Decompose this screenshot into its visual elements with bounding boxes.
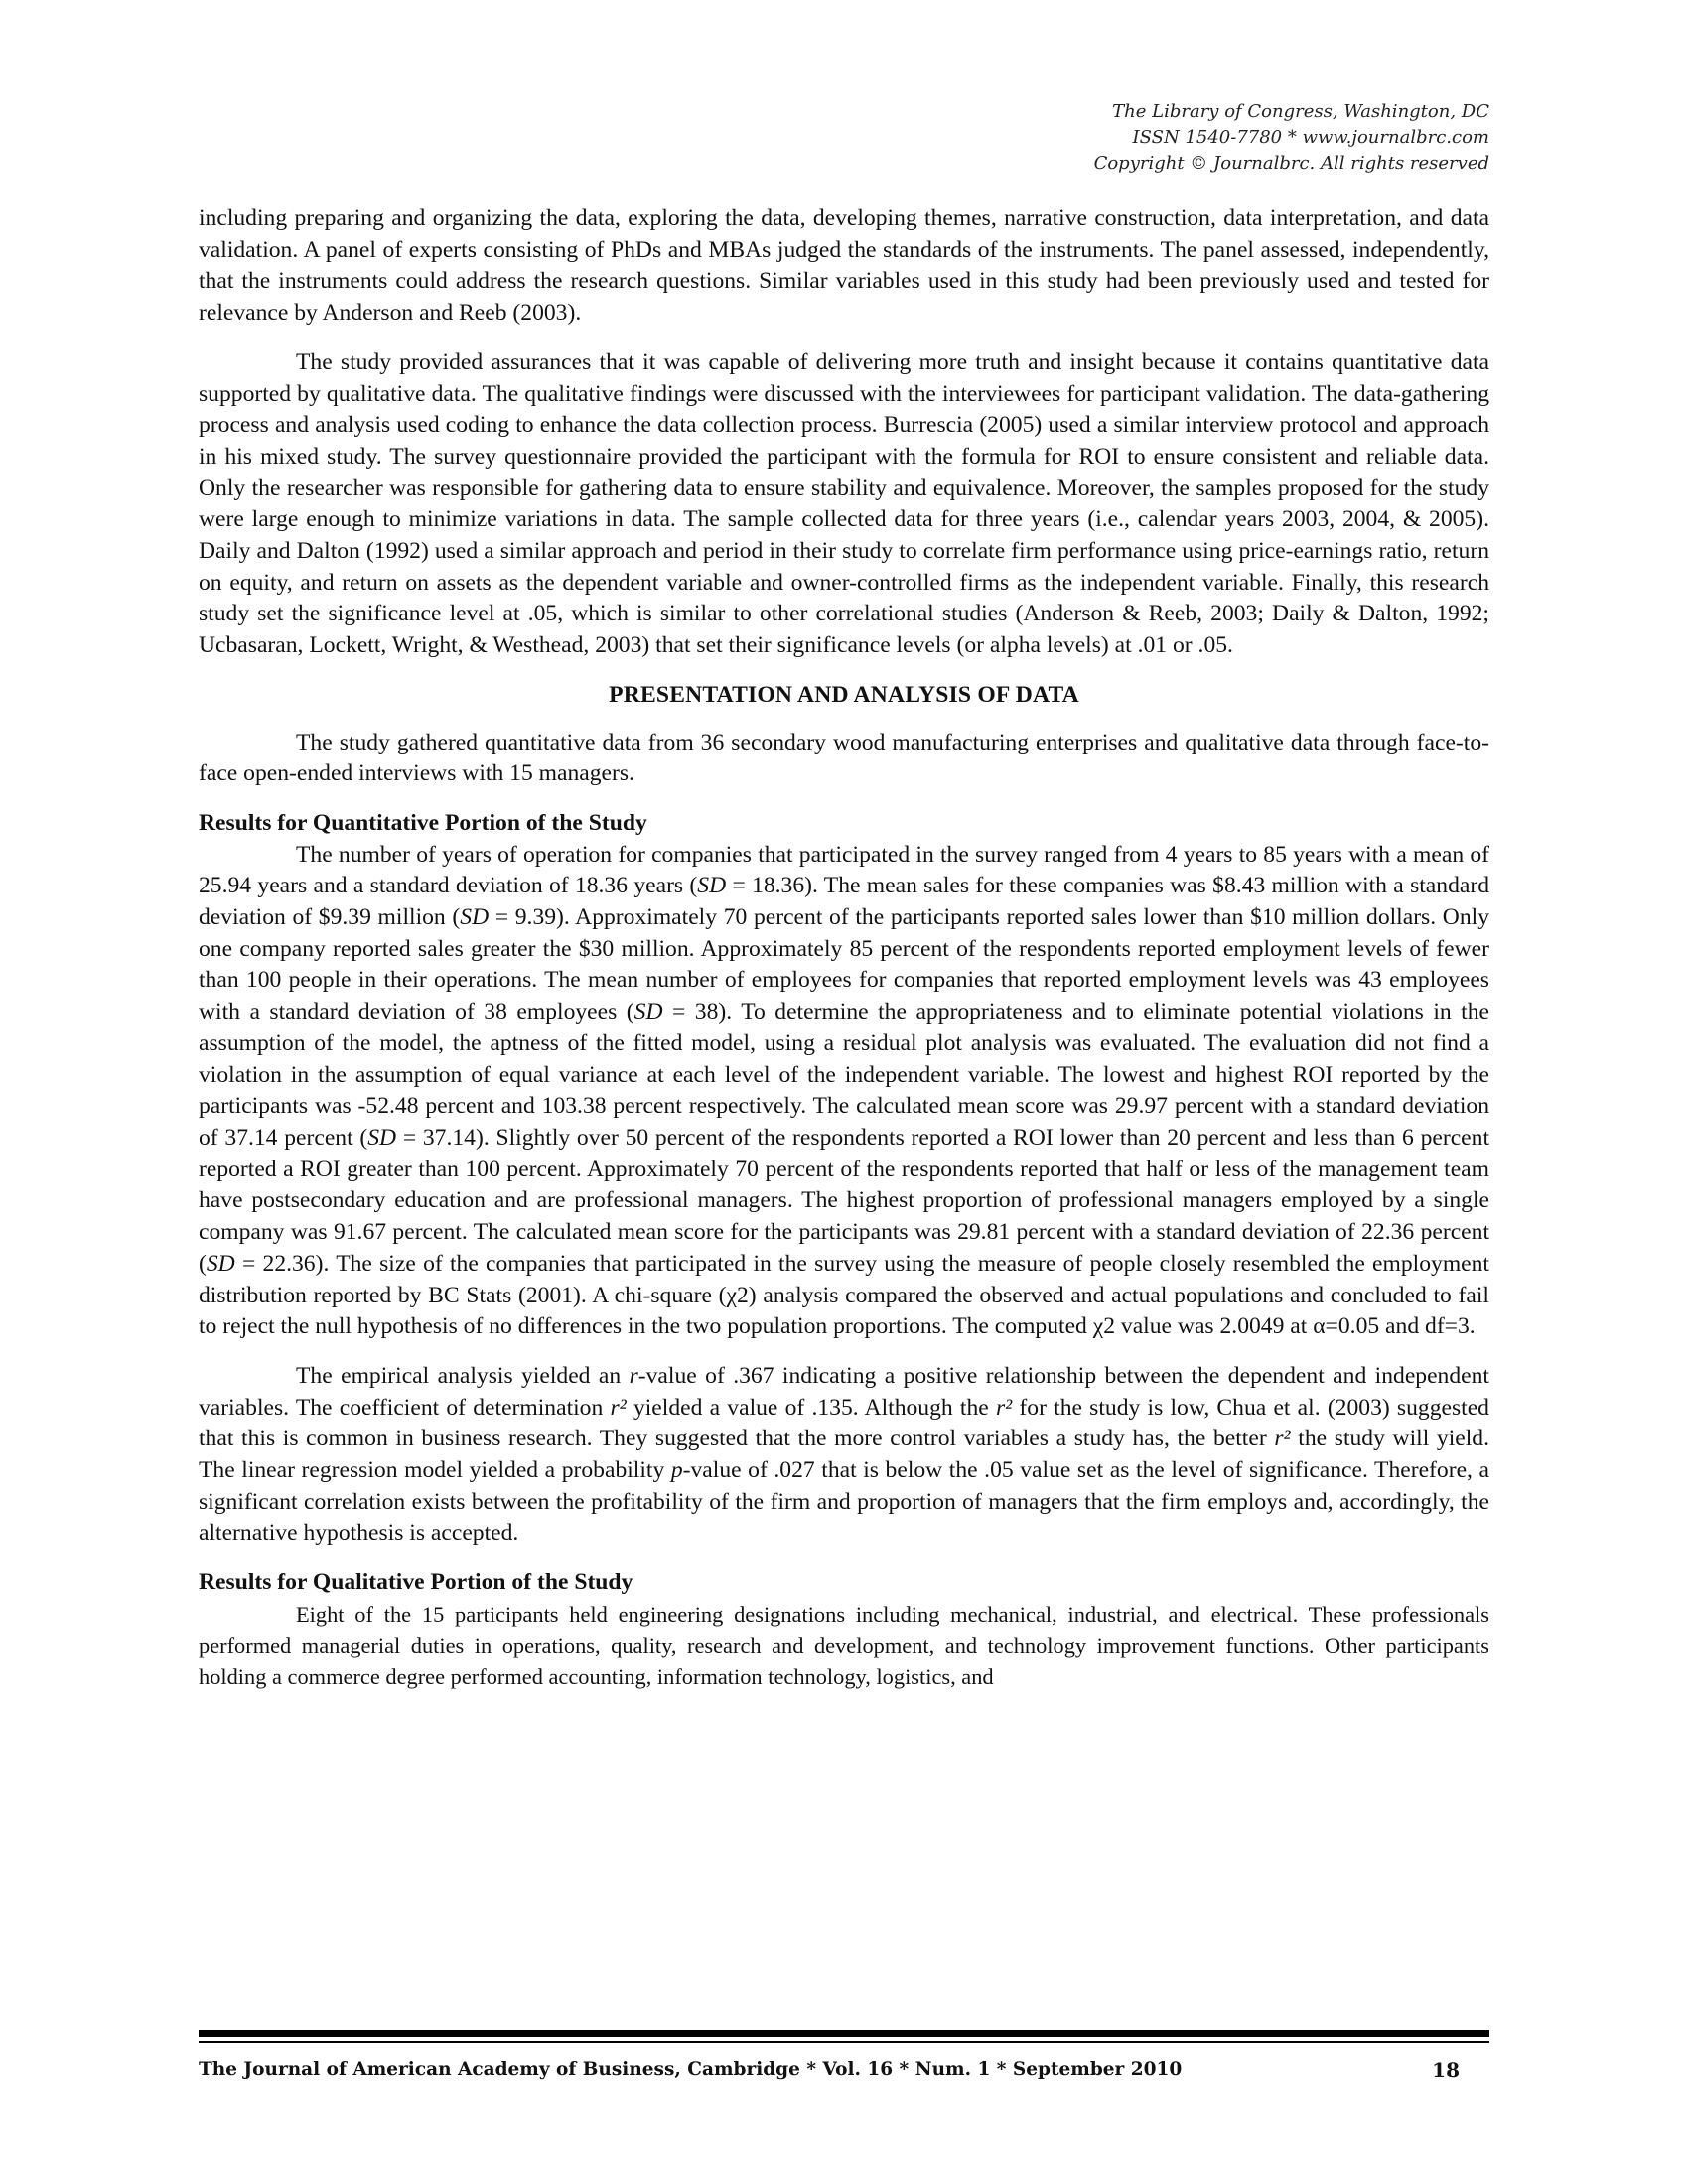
article-body [199, 204, 1489, 1709]
header-library-line: The Library of Congress, Washington, DC [1112, 101, 1489, 122]
subheading-qualitative: Results for Qualitative Portion of the Study [199, 1570, 633, 1596]
paragraph-qualitative-results: Eight of the 15 participants held engineering designations including mechanical, industrial, and electrical. These professionals performed managerial duties in operations, quality, research and development, and technology improvement functions. Other participants holding a commerce degree performed accounting, information technology, logistics, and [199, 1601, 1489, 1689]
paragraph-continued: including preparing and organizing the data, exploring the data, developing themes, narrative construction, data interpretation, and data validation. A panel of experts consisting of PhDs and MBAs judged the standards of the instruments. The panel assessed, independently, that the instruments could address the research questions. Similar variables used in this study had been previously used and tested for relevance by Anderson and Reeb (2003). [199, 205, 1489, 327]
paragraph-assurances: The study provided assurances that it was capable of delivering more truth and insight because it contains quantitative data supported by qualitative data. The qualitative findings were discussed with the interviewees for participant validation. The data-gathering process and analysis used coding to enhance the data collection process. Burrescia (2005) used a similar interview protocol and approach in his mixed study. The survey questionnaire provided the participant with the formula for ROI to ensure consistent and reliable data. Only the researcher was responsible for gathering data to ensure stability and equivalence. Moreover, the samples proposed for the study were large enough to minimize variations in data. The sample collected data for three years (i.e., calendar years 2003, 2004, & 2005). Daily and Dalton (1992) used a similar approach and period in their study to correlate firm performance using price-earnings ratio, return on equity, and return on assets as the dependent variable and owner-controlled firms as the independent variable. Finally, this research study set the significance level at .05, which is similar to other correlational studies (Anderson & Reeb, 2003; Daily & Dalton, 1992; Ucbasaran, Lockett, Wright, & Westhead, 2003) that set their significance levels (or alpha levels) at .01 or .05. [199, 348, 1489, 659]
section-heading: PRESENTATION AND ANALYSIS OF DATA [609, 681, 1079, 708]
header-issn-line: ISSN 1540-7780 * www.journalbrc.com [1132, 127, 1489, 148]
paragraph-quantitative-results: The number of years of operation for companies that participated in the survey ranged from 4 years to 85 years with a mean of 25.94 years and a standard deviation of 18.36 years (SD = 18.36). The mean sales for these companies was $8.43 million with a standard deviation of $9.39 million (SD = 9.39). Approximately 70 percent of the participants reported sales lower than $10 million dollars. Only one company reported sales greater the $30 million. Approximately 85 percent of the respondents reported employment levels of fewer than 100 people in their operations. The mean number of employees for companies that reported employment levels was 43 employees with a standard deviation of 38 employees (SD = 38). To determine the appropriateness and to eliminate potential violations in the assumption of the model, the aptness of the fitted model, using a residual plot analysis was evaluated. The evaluation did not find a violation in the assumption of equal variance at each level of the independent variable. The lowest and highest ROI reported by the participants was -52.48 percent and 103.38 percent respectively. The calculated mean score was 29.97 percent with a standard deviation of 37.14 percent (SD = 37.14). Slightly over 50 percent of the respondents reported a ROI lower than 20 percent and less than 6 percent reported a ROI greater than 100 percent. Approximately 70 percent of the respondents reported that half or less of the management team have postsecondary education and are professional managers. The highest proportion of professional managers employed by a single company was 91.67 percent. The calculated mean score for the participants was 29.81 percent with a standard deviation of 22.36 percent (SD = 22.36). The size of the companies that participated in the survey using the measure of people closely resembled the employment distribution reported by BC Stats (2001). A chi-square (χ2) analysis compared the observed and actual populations and concluded to fail to reject the null hypothesis of no differences in the two population proportions. The computed χ2 value was 2.0049 at α=0.05 and df=3. [199, 841, 1489, 1340]
footer-journal-citation: The Journal of American Academy of Business, Cambridge * Vol. 16 * Num. 1 * September 2010 [199, 2059, 1183, 2080]
footer-rule-thick [199, 2030, 1489, 2037]
paper-page [199, 0, 1489, 2184]
subheading-quantitative: Results for Quantitative Portion of the Study [199, 809, 647, 836]
header-copyright-line: Copyright © Journalbrc. All rights reserved [1093, 153, 1489, 174]
running-header [1094, 99, 1489, 177]
paragraph-empirical-analysis: The empirical analysis yielded an r-value of .367 indicating a positive relationship between the dependent and independent variables. The coefficient of determination r² yielded a value of .135. Although the r² for the study is low, Chua et al. (2003) suggested that this is common in business research. They suggested that the more control variables a study has, the better r² the study will yield. The linear regression model yielded a probability p-value of .027 that is below the .05 value set as the level of significance. Therefore, a significant correlation exists between the profitability of the firm and proportion of managers that the firm employs and, accordingly, the alternative hypothesis is accepted. [199, 1362, 1489, 1547]
footer-rule-thin [199, 2041, 1489, 2043]
paragraph-data-gathered: The study gathered quantitative data from 36 secondary wood manufacturing enterprises and qualitative data through face-to-face open-ended interviews with 15 managers. [199, 729, 1489, 787]
page-number: 18 [1432, 2058, 1460, 2082]
